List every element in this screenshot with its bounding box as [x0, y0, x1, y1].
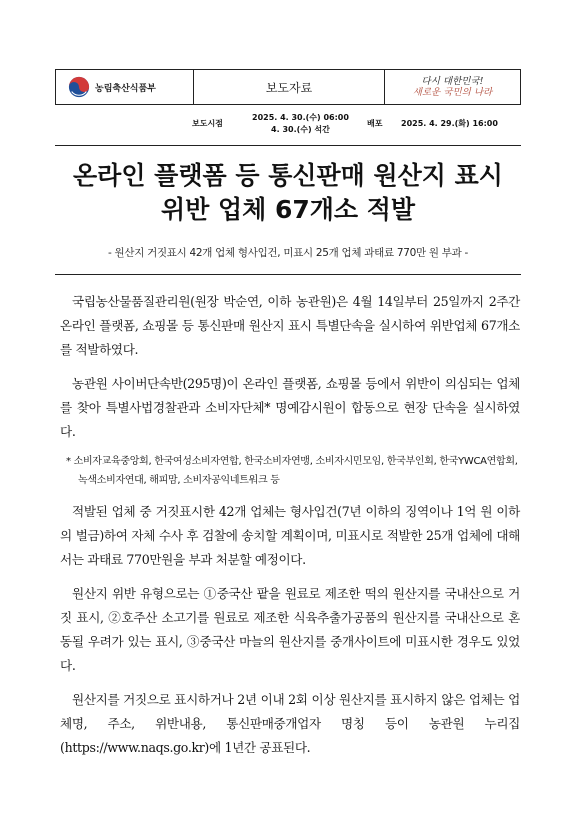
paragraph-5: 원산지를 거짓으로 표시하거나 2년 이내 2회 이상 원산지를 표시하지 않은 업체는 업체명, 주소, 위반내용, 통신판매중개업자 명칭 등이 농관원 누리집(https://www.naqs.go.kr)에 1년간 공표된다. [60, 692, 520, 755]
embargo-line1: 2025. 4. 30.(수) 06:00 [252, 113, 349, 122]
ministry-name: 농림축산식품부 [95, 83, 156, 94]
embargo-line2: 4. 30.(수) 석간 [271, 125, 330, 134]
ministry-logo [56, 70, 194, 104]
paragraph-4: 원산지 위반 유형으로는 ①중국산 팥을 원료로 제조한 떡의 원산지를 국내산으로 거짓 표시, ②호주산 소고기를 원료로 제조한 식육추출가공품의 원산지를 국내산으로 혼동될 우려가 있는 표시, ③중국산 마늘의 원산지를 중개사이트에 미표시한 경우도 있었다. [60, 586, 520, 673]
paragraph-2: 농관원 사이버단속반(295명)이 온라인 플랫폼, 쇼핑몰 등에서 위반이 의심되는 업체를 찾아 특별사법경찰관과 소비자단체* 명예감시원이 합동으로 현장 단속을 실시하였다. [60, 376, 520, 439]
subheadline: - 원산지 거짓표시 42개 업체 형사입건, 미표시 25개 업체 과태료 770만 원 부과 - [108, 247, 468, 259]
paragraph-3: 적발된 업체 중 거짓표시한 42개 업체는 형사입건(7년 이하의 징역이나 1억 원 이하의 벌금)하여 자체 수사 후 검찰에 송치할 계획이며, 미표시로 적발한 25개 업체에 대해서는 과태료 770만원을 부과 처분할 예정이다. [60, 504, 520, 567]
embargo-time [252, 112, 349, 136]
footnote: * 소비자교육중앙회, 한국여성소비자연합, 한국소비자연맹, 소비자시민모임, 한국부인회, 한국YWCA연합회, 녹색소비자연대, 해피맘, 소비자공익네트워크 등 [66, 456, 518, 486]
slogan-line1: 다시 대한민국! [421, 76, 484, 87]
headline-line2: 위반 업체 67개소 적발 [160, 195, 416, 224]
release-label: 배포 [367, 119, 383, 128]
header-box [55, 69, 521, 105]
date-row [55, 112, 521, 142]
release-time: 2025. 4. 29.(화) 16:00 [401, 119, 498, 128]
taegeuk-icon [68, 76, 90, 98]
doc-type: 보도자료 [194, 70, 385, 104]
slogan [385, 70, 520, 104]
headline-line1: 온라인 플랫폼 등 통신판매 원산지 표시 [73, 161, 503, 190]
article-body [60, 290, 520, 770]
embargo-label: 보도시점 [192, 119, 223, 128]
paragraph-1: 국립농산물품질관리원(원장 박순연, 이하 농관원)은 4월 14일부터 25일까지 2주간 온라인 플랫폼, 쇼핑몰 등 통신판매 원산지 표시 특별단속을 실시하여 위반업체 67개소를 적발하였다. [60, 294, 520, 357]
slogan-line2: 새로운 국민의 나라 [412, 87, 493, 98]
title-box [55, 145, 521, 275]
headline [55, 159, 521, 227]
